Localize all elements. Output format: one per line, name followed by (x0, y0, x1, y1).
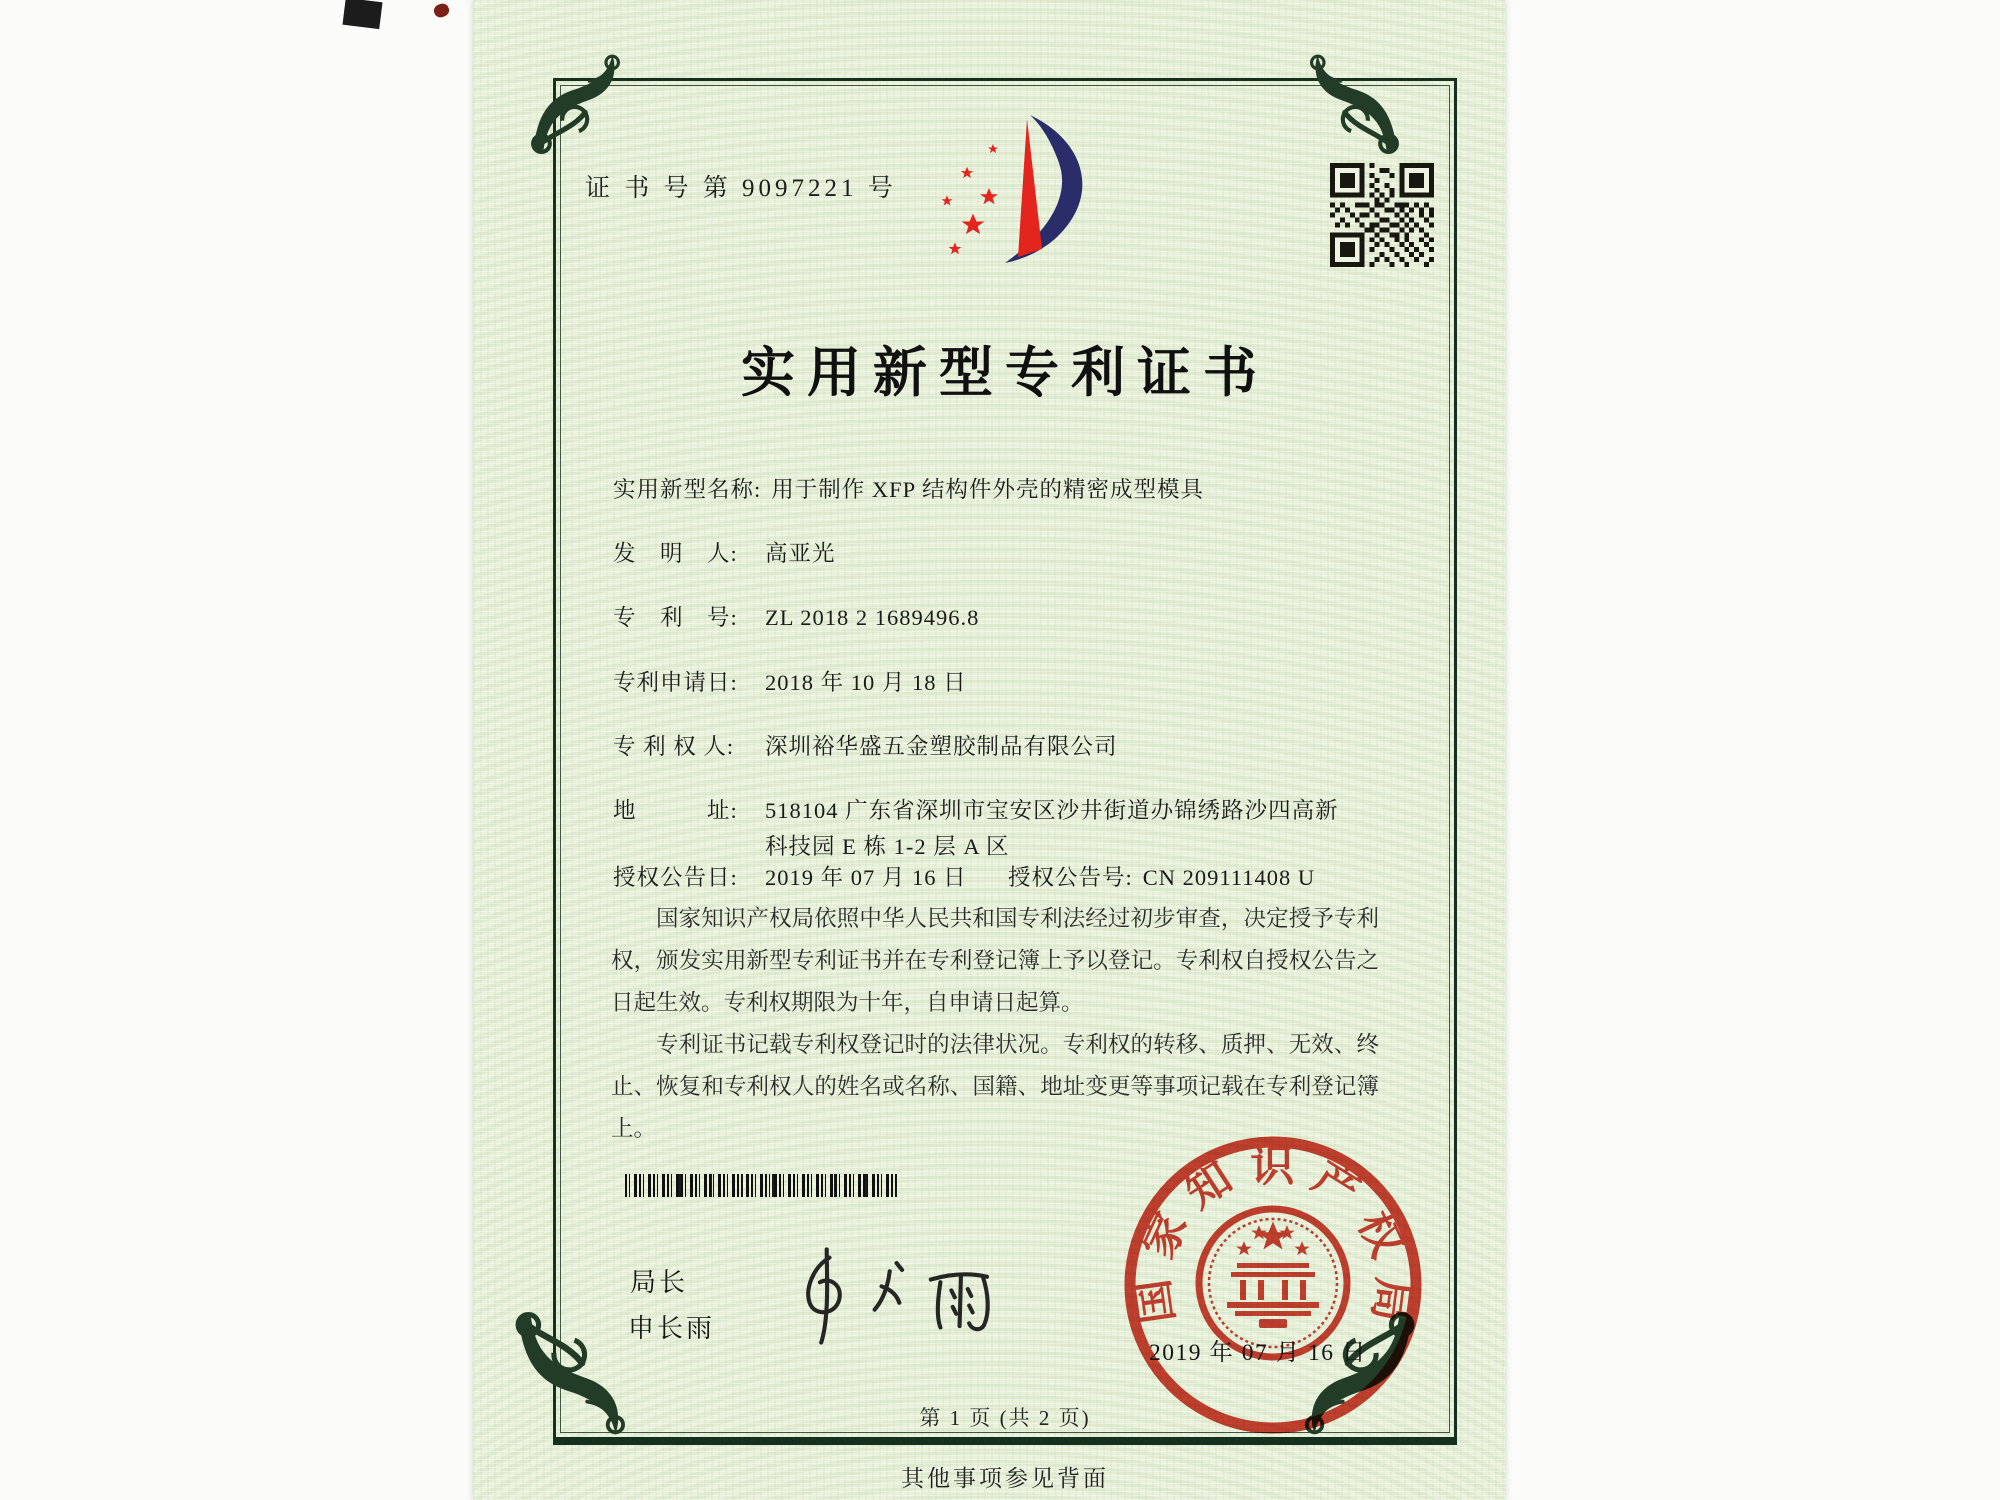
field-value: 高亚光 (765, 541, 836, 566)
field-value: 2019 年 07 月 16 日 (765, 865, 967, 890)
director-name: 申长雨 (628, 1313, 716, 1343)
director-title: 局长 (630, 1267, 689, 1297)
field-filing-date (613, 665, 967, 697)
field-value: 2018 年 10 月 18 日 (765, 670, 967, 695)
field-address (613, 793, 1339, 825)
field-patent-number (613, 600, 979, 632)
legal-paragraph-1: 国家知识产权局依照中华人民共和国专利法经过初步审查，决定授予专利权，颁发实用新型专利证书并在专利登记簿上予以登记。专利权自授权公告之日起生效。专利权期限为十年，自申请日起算。 (611, 906, 1379, 1015)
cnipa-logo-icon (935, 113, 1110, 263)
qr-code (1330, 163, 1434, 267)
scan-artifact (432, 2, 451, 19)
scan-artifact (342, 0, 382, 29)
seal-date: 2019 年 07 月 16 日 (1149, 1340, 1367, 1366)
legal-paragraph-2: 专利证书记载专利权登记时的法律状况。专利权的转移、质押、无效、终止、恢复和专利权人的姓名或名称、国籍、地址变更等事项记载在专利登记簿上。 (611, 1032, 1379, 1141)
back-side-note: 其他事项参见背面 (901, 1466, 1109, 1491)
legal-text (611, 898, 1379, 1150)
corner-flourish-icon (529, 50, 633, 154)
field-label: 实用新型名称: (613, 477, 762, 502)
field-label: 专 利 号: (613, 605, 738, 630)
official-seal (1113, 1125, 1433, 1445)
corner-flourish-icon (1297, 50, 1401, 154)
barcode (625, 1174, 897, 1197)
field-label: 授权公告日: (613, 865, 738, 890)
certificate-title: 实用新型专利证书 (741, 343, 1269, 403)
field-address-line2: 科技园 E 栋 1-2 层 A 区 (765, 834, 1010, 859)
certificate-page (473, 0, 1505, 1500)
field-value: 518104 广东省深圳市宝安区沙井街道办锦绣路沙四高新 (765, 798, 1339, 823)
field-label: 发 明 人: (613, 541, 738, 566)
page-number: 第 1 页 (共 2 页) (919, 1406, 1091, 1430)
field-label: 专利申请日: (613, 670, 738, 695)
signature-image (787, 1232, 1013, 1364)
field-inventor (613, 536, 836, 568)
field-value: CN 209111408 U (1142, 865, 1316, 890)
field-patentee (613, 729, 1118, 761)
field-label: 专 利 权 人: (613, 734, 735, 759)
field-label: 授权公告号: (1008, 865, 1133, 890)
certificate-number: 证 书 号 第 9097221 号 (585, 175, 897, 202)
field-value: ZL 2018 2 1689496.8 (765, 605, 980, 630)
field-label: 地 址: (613, 798, 738, 823)
field-grant-number (1008, 860, 1315, 892)
field-value: 用于制作 XFP 结构件外壳的精密成型模具 (771, 477, 1204, 502)
seal-ring-text: 国家知识产权局 (1128, 1141, 1418, 1327)
field-utility-model-name (613, 472, 1204, 504)
field-grant-row (613, 860, 1316, 892)
field-value: 深圳裕华盛五金塑胶制品有限公司 (765, 734, 1118, 759)
